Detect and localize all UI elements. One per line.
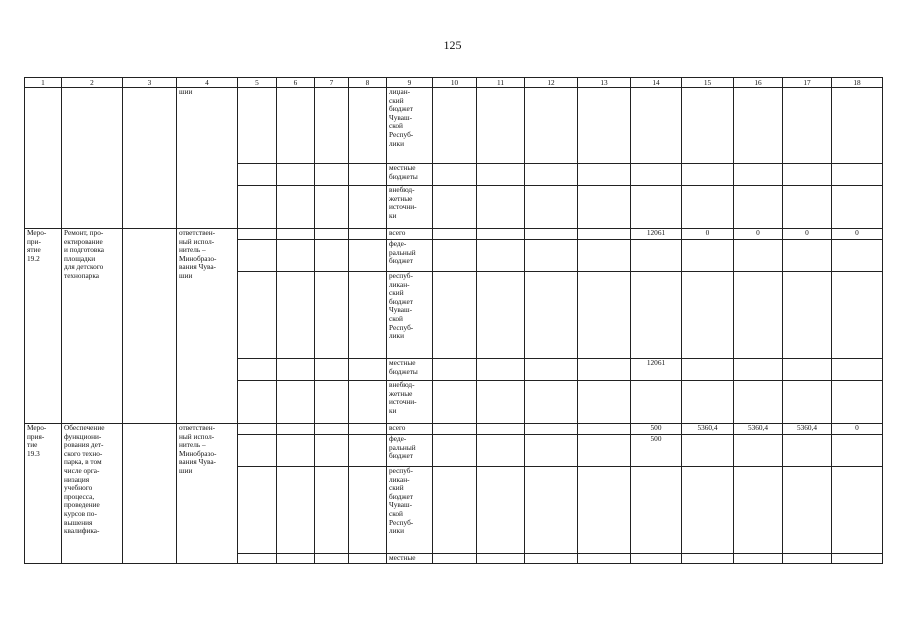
amount-c18: 0: [832, 229, 883, 240]
funding-source: феде- ральный бюджет: [387, 435, 433, 467]
empty-cell: [525, 186, 578, 229]
empty-cell: [315, 381, 349, 424]
empty-cell: [525, 88, 578, 164]
amount-c16: [734, 164, 783, 186]
amount-c17: [783, 467, 832, 554]
amount-c14: 500: [631, 435, 682, 467]
amount-c18: [832, 359, 883, 381]
empty-cell: [525, 240, 578, 272]
funding-source: местные бюджеты: [387, 164, 433, 186]
amount-c17: [783, 435, 832, 467]
column-number-2: 2: [62, 78, 123, 88]
empty-cell: [238, 424, 277, 435]
empty-cell: [433, 359, 477, 381]
empty-cell: [315, 240, 349, 272]
activity-number: [25, 88, 62, 229]
empty-cell: [477, 272, 525, 359]
activity-name: [62, 88, 123, 229]
column-number-15: 15: [682, 78, 734, 88]
empty-cell: [315, 554, 349, 564]
amount-c14: 12061: [631, 359, 682, 381]
empty-cell: [277, 88, 315, 164]
amount-c15: [682, 381, 734, 424]
amount-c15: [682, 359, 734, 381]
empty-cell: [238, 381, 277, 424]
column-number-6: 6: [277, 78, 315, 88]
column-number-18: 18: [832, 78, 883, 88]
empty-cell: [238, 240, 277, 272]
funding-source: всего: [387, 424, 433, 435]
empty-cell: [315, 359, 349, 381]
amount-c17: 0: [783, 229, 832, 240]
empty-cell: [238, 229, 277, 240]
amount-c16: [734, 186, 783, 229]
amount-c16: [734, 240, 783, 272]
funding-source: феде- ральный бюджет: [387, 240, 433, 272]
amount-c15: [682, 467, 734, 554]
funding-source: местные: [387, 554, 433, 564]
column-3-cell: [123, 88, 177, 229]
table-row: [25, 88, 883, 164]
empty-cell: [477, 240, 525, 272]
amount-c14: [631, 467, 682, 554]
amount-c17: 5360,4: [783, 424, 832, 435]
amount-c14: 12061: [631, 229, 682, 240]
empty-cell: [477, 424, 525, 435]
empty-cell: [433, 229, 477, 240]
amount-c15: [682, 164, 734, 186]
amount-c15: [682, 88, 734, 164]
empty-cell: [433, 240, 477, 272]
column-3-cell: [123, 229, 177, 424]
empty-cell: [349, 435, 387, 467]
amount-c16: [734, 554, 783, 564]
amount-c17: [783, 240, 832, 272]
table-row: [25, 229, 883, 240]
funding-source: респуб- ликан- ский бюджет Чуваш- ской Респуб- лики: [387, 467, 433, 554]
empty-cell: [433, 186, 477, 229]
column-number-1: 1: [25, 78, 62, 88]
empty-cell: [349, 424, 387, 435]
empty-cell: [433, 381, 477, 424]
empty-cell: [238, 164, 277, 186]
amount-c17: [783, 359, 832, 381]
empty-cell: [578, 186, 631, 229]
empty-cell: [277, 554, 315, 564]
empty-cell: [315, 186, 349, 229]
empty-cell: [238, 435, 277, 467]
empty-cell: [238, 88, 277, 164]
activity-name: Ремонт, про- ектирование и подготовка площадки для детского технопарка: [62, 229, 123, 424]
column-number-11: 11: [477, 78, 525, 88]
empty-cell: [277, 381, 315, 424]
empty-cell: [433, 88, 477, 164]
empty-cell: [238, 554, 277, 564]
page-number: 125: [443, 38, 462, 52]
empty-cell: [477, 467, 525, 554]
empty-cell: [578, 359, 631, 381]
amount-c16: [734, 359, 783, 381]
empty-cell: [433, 467, 477, 554]
empty-cell: [578, 272, 631, 359]
empty-cell: [578, 240, 631, 272]
amount-c16: [734, 272, 783, 359]
funding-source: внебюд- жетные источни- ки: [387, 186, 433, 229]
amount-c17: [783, 554, 832, 564]
column-number-4: 4: [177, 78, 238, 88]
empty-cell: [277, 229, 315, 240]
amount-c18: [832, 272, 883, 359]
empty-cell: [477, 186, 525, 229]
empty-cell: [433, 435, 477, 467]
empty-cell: [525, 467, 578, 554]
column-number-13: 13: [578, 78, 631, 88]
amount-c17: [783, 88, 832, 164]
empty-cell: [477, 229, 525, 240]
empty-cell: [578, 435, 631, 467]
responsible-executor: ответствен- ный испол- нитель – Минобразо- вания Чува- шии: [177, 229, 238, 424]
empty-cell: [525, 554, 578, 564]
empty-cell: [238, 272, 277, 359]
amount-c18: [832, 554, 883, 564]
column-number-10: 10: [433, 78, 477, 88]
amount-c18: [832, 381, 883, 424]
activity-number: Меро- прия- тие 19.3: [25, 424, 62, 564]
funding-source: лиџан- ский бюджет Чуваш- ской Респуб- лики: [387, 88, 433, 164]
amount-c18: 0: [832, 424, 883, 435]
amount-c17: [783, 272, 832, 359]
responsible-executor: ответствен- ный испол- нитель – Минобразо- вания Чува- шии: [177, 424, 238, 564]
empty-cell: [277, 467, 315, 554]
amount-c15: [682, 186, 734, 229]
empty-cell: [525, 164, 578, 186]
amount-c14: [631, 186, 682, 229]
amount-c16: [734, 435, 783, 467]
amount-c15: 0: [682, 229, 734, 240]
empty-cell: [433, 164, 477, 186]
empty-cell: [578, 467, 631, 554]
column-number-14: 14: [631, 78, 682, 88]
amount-c18: [832, 240, 883, 272]
empty-cell: [277, 240, 315, 272]
amount-c18: [832, 467, 883, 554]
empty-cell: [315, 88, 349, 164]
column-number-9: 9: [387, 78, 433, 88]
amount-c18: [832, 88, 883, 164]
empty-cell: [525, 424, 578, 435]
empty-cell: [349, 229, 387, 240]
amount-c14: [631, 381, 682, 424]
empty-cell: [315, 424, 349, 435]
empty-cell: [349, 88, 387, 164]
funding-source: всего: [387, 229, 433, 240]
empty-cell: [525, 229, 578, 240]
funding-source: местные бюджеты: [387, 359, 433, 381]
empty-cell: [277, 272, 315, 359]
empty-cell: [477, 435, 525, 467]
funding-source: респуб- ликан- ский бюджет Чуваш- ской Респуб- лики: [387, 272, 433, 359]
amount-c14: [631, 240, 682, 272]
column-3-cell: [123, 424, 177, 564]
empty-cell: [238, 359, 277, 381]
amount-c18: [832, 186, 883, 229]
responsible-executor: шии: [177, 88, 238, 229]
activity-name: Обеспечение функциони- рования дет- ского техно- парка, в том числе орга- низация учебного процесса, проведение курсов по- вышения квалифика-: [62, 424, 123, 564]
amount-c15: [682, 272, 734, 359]
empty-cell: [477, 88, 525, 164]
empty-cell: [525, 272, 578, 359]
empty-cell: [238, 467, 277, 554]
column-number-12: 12: [525, 78, 578, 88]
empty-cell: [578, 88, 631, 164]
amount-c16: [734, 88, 783, 164]
amount-c15: 5360,4: [682, 424, 734, 435]
empty-cell: [349, 554, 387, 564]
empty-cell: [525, 435, 578, 467]
table-row: [25, 424, 883, 435]
empty-cell: [349, 359, 387, 381]
empty-cell: [477, 381, 525, 424]
empty-cell: [315, 272, 349, 359]
activity-number: Меро- при- ятие 19.2: [25, 229, 62, 424]
amount-c18: [832, 164, 883, 186]
empty-cell: [477, 359, 525, 381]
empty-cell: [238, 186, 277, 229]
empty-cell: [477, 164, 525, 186]
empty-cell: [349, 272, 387, 359]
empty-cell: [277, 359, 315, 381]
amount-c14: [631, 164, 682, 186]
amount-c17: [783, 164, 832, 186]
empty-cell: [349, 164, 387, 186]
empty-cell: [578, 164, 631, 186]
amount-c15: [682, 554, 734, 564]
amount-c14: [631, 88, 682, 164]
empty-cell: [433, 554, 477, 564]
amount-c17: [783, 381, 832, 424]
empty-cell: [315, 435, 349, 467]
empty-cell: [277, 186, 315, 229]
empty-cell: [349, 381, 387, 424]
column-number-row: [25, 78, 883, 88]
empty-cell: [349, 186, 387, 229]
empty-cell: [349, 240, 387, 272]
column-number-17: 17: [783, 78, 832, 88]
amount-c16: [734, 467, 783, 554]
empty-cell: [578, 229, 631, 240]
empty-cell: [433, 424, 477, 435]
empty-cell: [315, 467, 349, 554]
column-number-16: 16: [734, 78, 783, 88]
empty-cell: [315, 229, 349, 240]
empty-cell: [349, 467, 387, 554]
column-number-3: 3: [123, 78, 177, 88]
amount-c14: 500: [631, 424, 682, 435]
amount-c16: 5360,4: [734, 424, 783, 435]
empty-cell: [578, 381, 631, 424]
empty-cell: [578, 424, 631, 435]
amount-c15: [682, 435, 734, 467]
empty-cell: [277, 435, 315, 467]
amount-c16: 0: [734, 229, 783, 240]
column-number-8: 8: [349, 78, 387, 88]
empty-cell: [277, 164, 315, 186]
amount-c16: [734, 381, 783, 424]
amount-c17: [783, 186, 832, 229]
empty-cell: [578, 554, 631, 564]
budget-table: [24, 77, 883, 564]
empty-cell: [525, 381, 578, 424]
funding-source: внебюд- жетные источни- ки: [387, 381, 433, 424]
amount-c14: [631, 272, 682, 359]
amount-c15: [682, 240, 734, 272]
column-number-7: 7: [315, 78, 349, 88]
empty-cell: [477, 554, 525, 564]
empty-cell: [433, 272, 477, 359]
amount-c14: [631, 554, 682, 564]
empty-cell: [315, 164, 349, 186]
empty-cell: [277, 424, 315, 435]
column-number-5: 5: [238, 78, 277, 88]
amount-c18: [832, 435, 883, 467]
empty-cell: [525, 359, 578, 381]
